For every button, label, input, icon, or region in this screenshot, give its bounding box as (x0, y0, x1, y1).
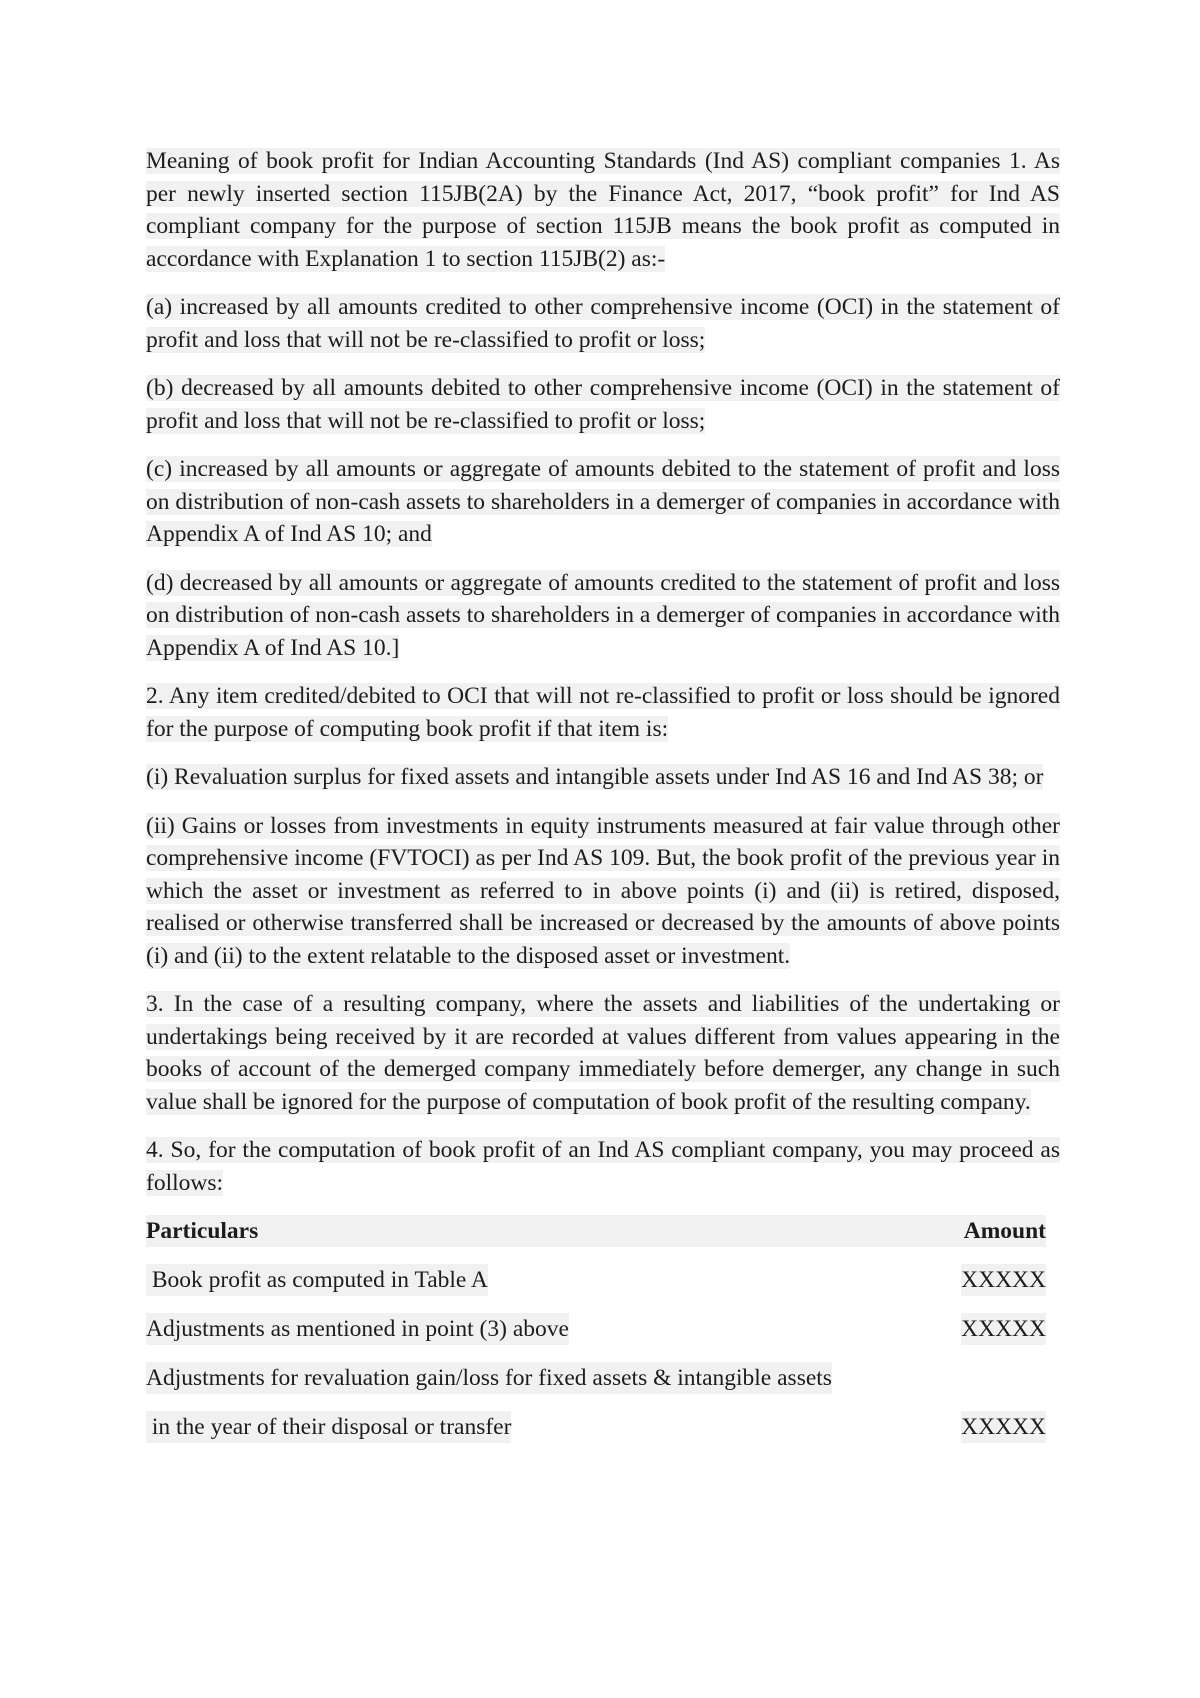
paragraph-point-3 (146, 988, 1060, 1118)
table-row (146, 1411, 1046, 1443)
paragraph-text: (d) decreased by all amounts or aggregate of amounts credited to the statement of profit and loss on distribution of non-cash assets to shareholders in a demerger of companies in accordance with Appendix A of Ind AS 10.] (146, 569, 1060, 661)
paragraph-point-2 (146, 680, 1060, 745)
paragraph-text: (a) increased by all amounts credited to other comprehensive income (OCI) in the statement of profit and loss that will not be re-classified to profit or loss; (146, 294, 1060, 353)
paragraph-text: 4. So, for the computation of book profit of an Ind AS compliant company, you may proceed as follows: (146, 1137, 1060, 1196)
paragraph-intro (146, 145, 1060, 275)
row-particulars: in the year of their disposal or transfer (146, 1411, 511, 1443)
header-amount: Amount (963, 1218, 1046, 1244)
row-particulars: Book profit as computed in Table A (146, 1264, 488, 1296)
row-particulars: Adjustments as mentioned in point (3) above (146, 1313, 569, 1345)
paragraph-text: (c) increased by all amounts or aggregate of amounts debited to the statement of profit and loss on distribution of non-cash assets to shareholders in a demerger of companies in accordance with Appendix A of Ind AS 10; and (146, 456, 1060, 547)
paragraph-item-c (146, 453, 1060, 551)
computation-table (146, 1215, 1046, 1443)
table-row (146, 1264, 1046, 1296)
table-row (146, 1313, 1046, 1345)
table-header-row (146, 1215, 1046, 1247)
row-amount: XXXXX (961, 1313, 1046, 1345)
header-background (146, 1215, 1046, 1247)
paragraph-text: (i) Revaluation surplus for fixed assets and intangible assets under Ind AS 16 and Ind AS 38; or (146, 764, 1044, 790)
row-particulars: Adjustments for revaluation gain/loss for fixed assets & intangible assets (146, 1362, 832, 1394)
paragraph-text: (ii) Gains or losses from investments in equity instruments measured at fair value through other comprehensive income (FVTOCI) as per Ind AS 109. But, the book profit of the previous year in which the asset or investment as referred to in above points (i) and (ii) is retired, disposed, realised or otherwise transferred shall be increased or decreased by the amounts of above points (i) and (ii) to the extent relatable to the disposed asset or investment. (146, 812, 1060, 969)
paragraph-item-ii (146, 810, 1060, 973)
paragraph-item-i (146, 761, 1060, 794)
paragraph-text: 2. Any item credited/debited to OCI that will not re-classified to profit or loss should be ignored for the purpose of computing book profit if that item is: (146, 683, 1060, 742)
paragraph-point-4 (146, 1134, 1060, 1199)
paragraph-text: Meaning of book profit for Indian Accounting Standards (Ind AS) compliant companies 1. As per newly inserted section 115JB(2A) by the Finance Act, 2017, “book profit” for Ind AS compliant company for the purpose of section 115JB means the book profit as computed in accordance with Explanation 1 to section 115JB(2) as:- (146, 148, 1060, 272)
header-particulars: Particulars (146, 1218, 259, 1244)
row-amount: XXXXX (961, 1411, 1046, 1443)
paragraph-item-b (146, 372, 1060, 437)
row-amount: XXXXX (961, 1264, 1046, 1296)
document-page (146, 145, 1060, 1460)
paragraph-text: 3. In the case of a resulting company, where the assets and liabilities of the undertaking or undertakings being received by it are recorded at values different from values appearing in the books of account of the demerged company immediately before demerger, any change in such value shall be ignored for the purpose of computation of book profit of the resulting company. (146, 991, 1060, 1115)
paragraph-item-d (146, 567, 1060, 665)
paragraph-text: (b) decreased by all amounts debited to other comprehensive income (OCI) in the statement of profit and loss that will not be re-classified to profit or loss; (146, 375, 1060, 434)
paragraph-item-a (146, 291, 1060, 356)
table-row (146, 1362, 1046, 1394)
